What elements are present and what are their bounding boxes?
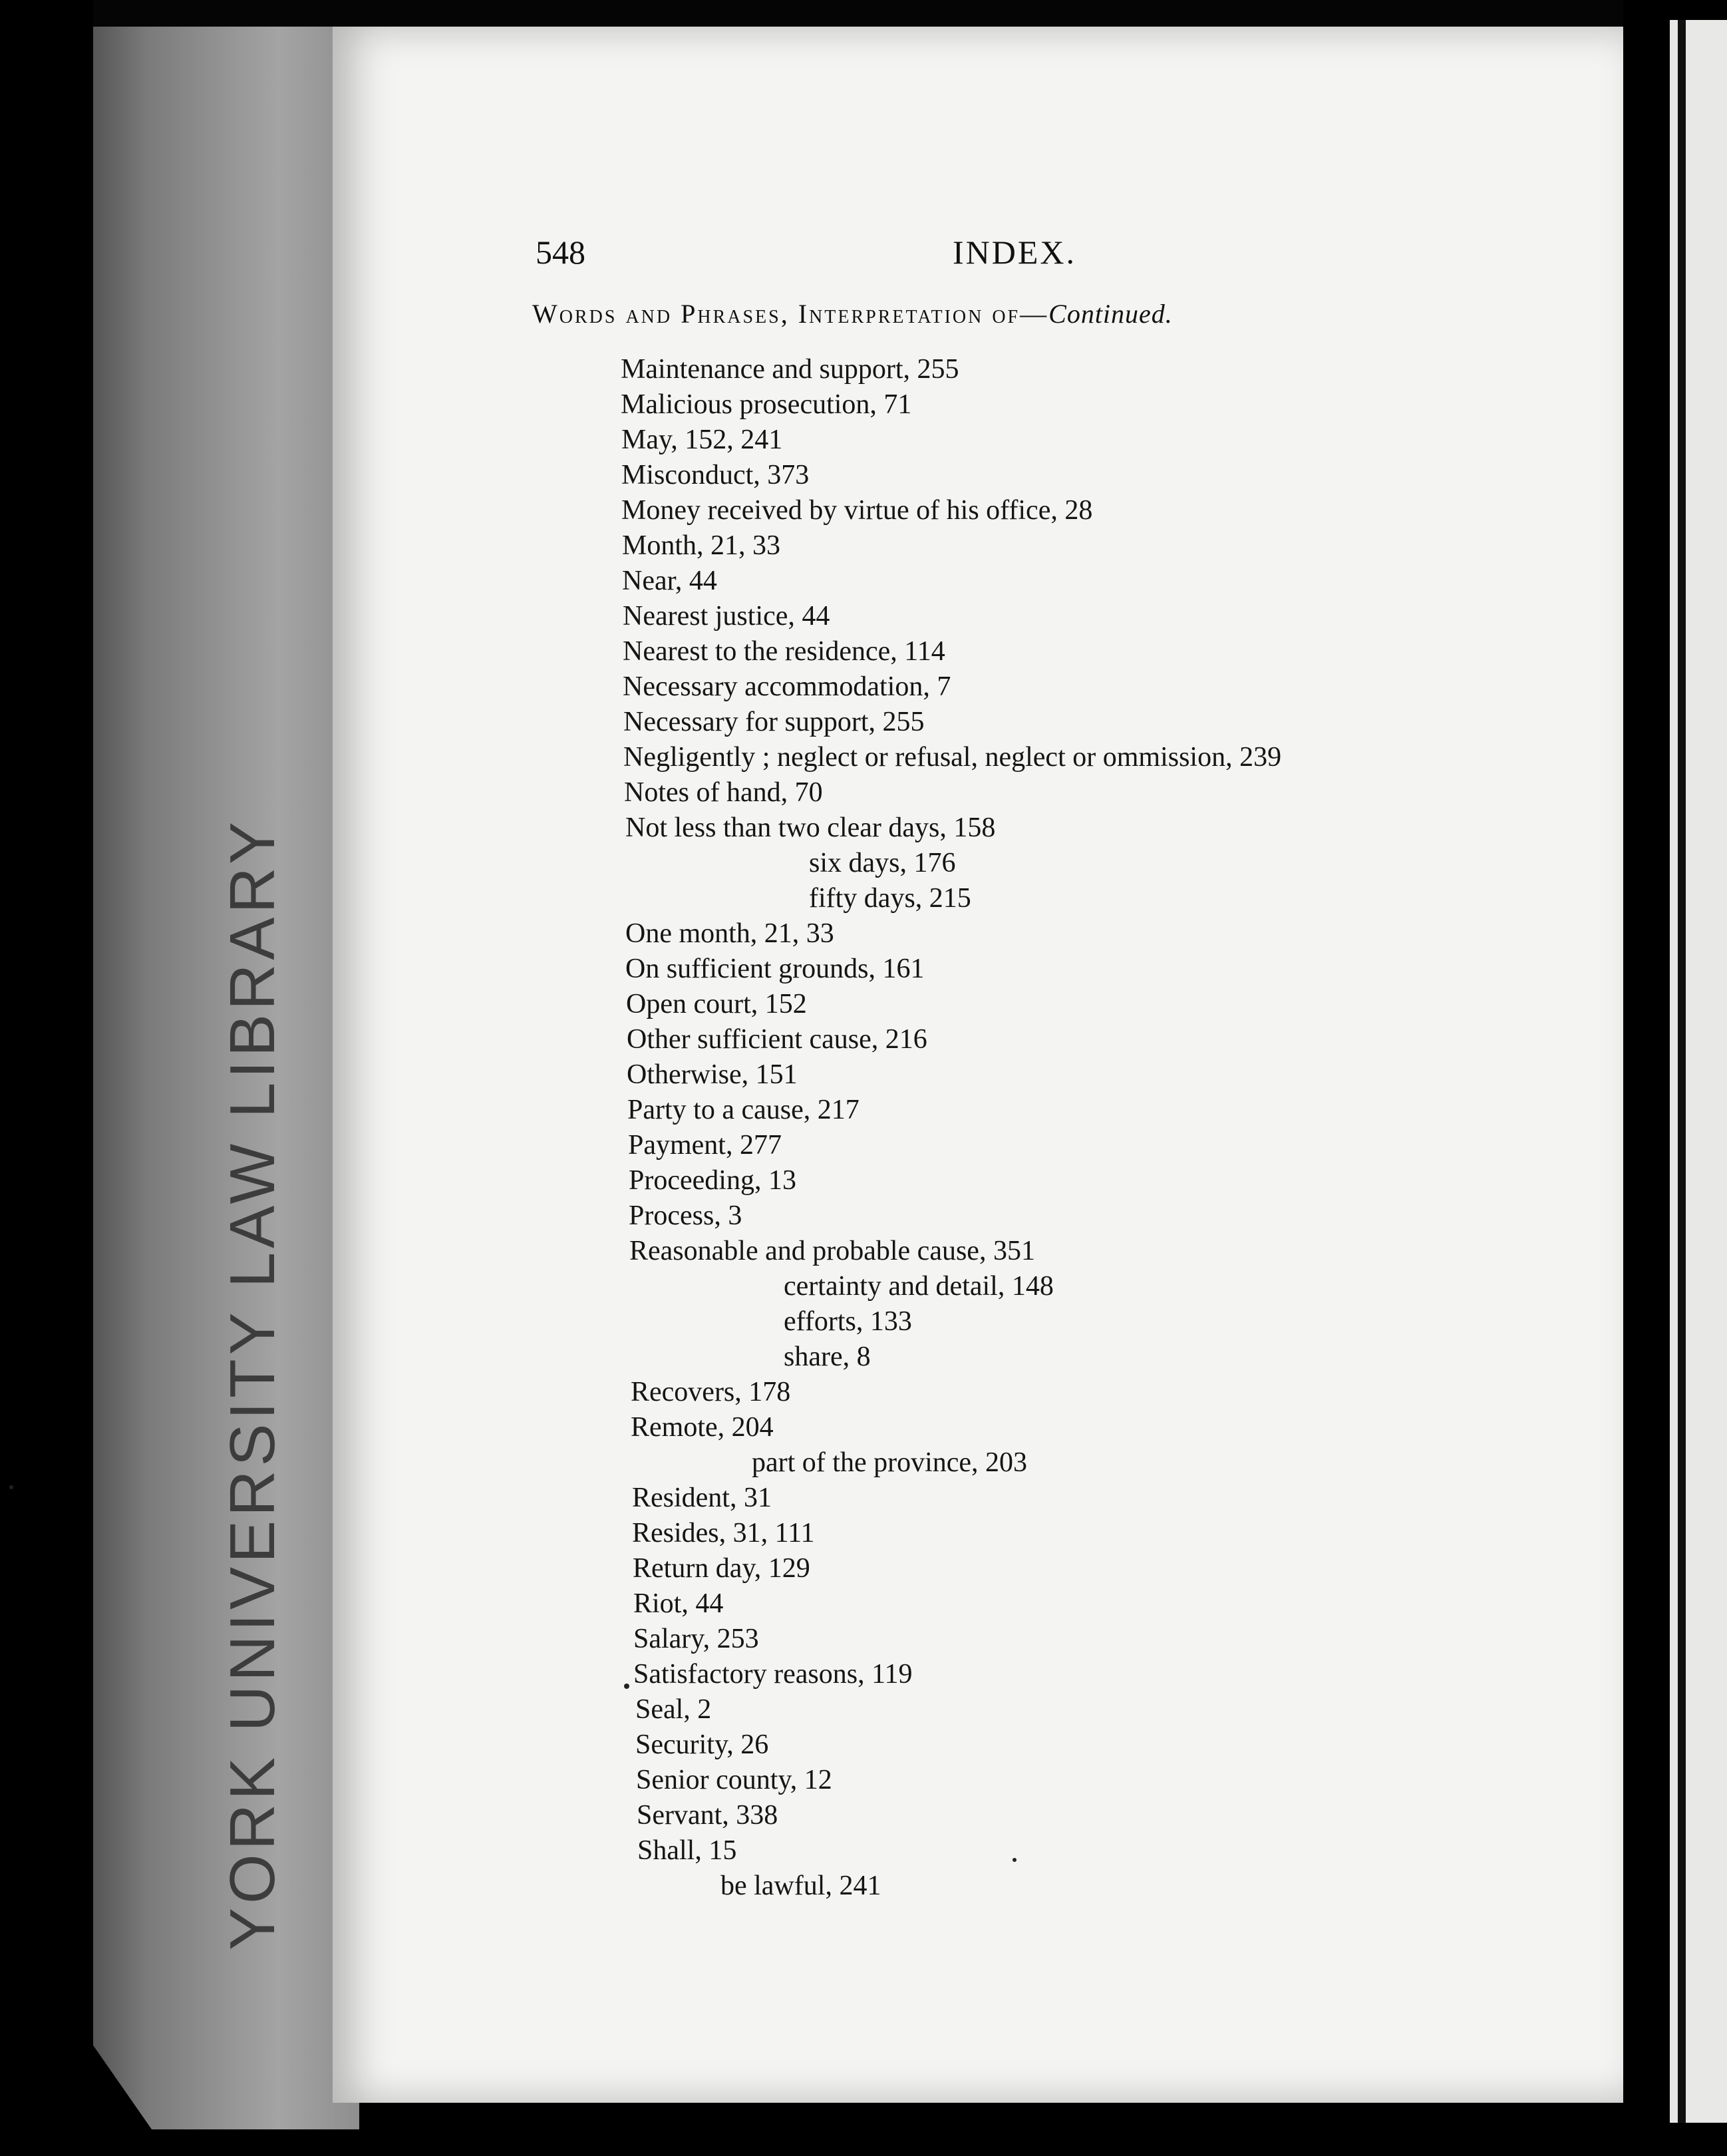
- scan-top-edge: [93, 0, 1623, 29]
- index-entry: Return day, 129: [633, 1553, 810, 1584]
- index-entry: Reasonable and probable cause, 351: [629, 1236, 1035, 1266]
- index-entry: Misconduct, 373: [621, 460, 810, 490]
- book-page: [333, 27, 1623, 2103]
- index-entry: Negligently ; neglect or refusal, neglect or ommission, 239: [623, 742, 1282, 773]
- index-entry: Nearest justice, 44: [623, 601, 830, 631]
- index-entry: Near, 44: [622, 566, 717, 596]
- index-entry: Recovers, 178: [631, 1377, 791, 1407]
- index-subentry: six days, 176: [809, 848, 956, 878]
- index-entry: Seal, 2: [635, 1694, 712, 1725]
- index-entry: Malicious prosecution, 71: [621, 389, 912, 420]
- index-entry: One month, 21, 33: [625, 918, 834, 949]
- index-subentry: efforts, 133: [784, 1306, 912, 1337]
- index-entry: Senior county, 12: [636, 1765, 832, 1795]
- index-subentry: be lawful, 241: [720, 1871, 881, 1901]
- index-entry: May, 152, 241: [621, 425, 783, 455]
- library-stamp-text: YORK UNIVERSITY LAW LIBRARY: [217, 818, 289, 1950]
- index-entry: Open court, 152: [626, 989, 807, 1019]
- index-subentry: fifty days, 215: [809, 883, 971, 914]
- index-entry: Other sufficient cause, 216: [627, 1024, 927, 1055]
- index-entry: Otherwise, 151: [627, 1059, 798, 1090]
- page-number: 548: [536, 234, 585, 271]
- index-subentry: part of the province, 203: [752, 1447, 1028, 1478]
- section-heading-continued: Continued.: [1048, 299, 1173, 329]
- index-entry: Payment, 277: [628, 1130, 782, 1161]
- ink-speck: [624, 1684, 629, 1689]
- section-heading-title: Words and Phrases, Interpretation of—: [532, 299, 1049, 329]
- index-entry: Resides, 31, 111: [632, 1518, 815, 1548]
- page-gutter: [1623, 0, 1670, 2156]
- index-entry: Proceeding, 13: [629, 1165, 796, 1196]
- index-entry: Satisfactory reasons, 119: [633, 1659, 913, 1690]
- library-stamp: [200, 818, 306, 1950]
- next-page-border: [1678, 20, 1686, 2123]
- index-subentry: certainty and detail, 148: [784, 1271, 1054, 1302]
- index-subentry: share, 8: [784, 1342, 871, 1372]
- index-entry: Security, 26: [635, 1729, 769, 1760]
- index-entry: Party to a cause, 217: [627, 1095, 860, 1125]
- ink-speck: [9, 1485, 13, 1489]
- index-entry: On sufficient grounds, 161: [625, 954, 925, 984]
- index-entry: Maintenance and support, 255: [621, 354, 959, 385]
- section-heading: [532, 298, 1173, 329]
- index-entry: Notes of hand, 70: [624, 777, 823, 808]
- index-entry: Riot, 44: [633, 1588, 724, 1619]
- index-entry: Salary, 253: [633, 1624, 759, 1654]
- index-entry: Remote, 204: [631, 1412, 774, 1443]
- ink-speck: [1013, 1858, 1017, 1862]
- index-entry: Not less than two clear days, 158: [625, 812, 996, 843]
- index-entry: Month, 21, 33: [622, 530, 781, 561]
- index-entry: Necessary accommodation, 7: [623, 671, 951, 702]
- index-entry: Money received by virtue of his office, 28: [621, 495, 1093, 526]
- index-entry: Nearest to the residence, 114: [623, 636, 945, 667]
- index-entry: Process, 3: [629, 1200, 742, 1231]
- running-head: INDEX.: [953, 234, 1077, 271]
- index-entry: Necessary for support, 255: [623, 707, 925, 737]
- index-entry: Shall, 15: [637, 1835, 737, 1866]
- index-entry: Servant, 338: [637, 1800, 778, 1831]
- index-entry: Resident, 31: [632, 1483, 772, 1513]
